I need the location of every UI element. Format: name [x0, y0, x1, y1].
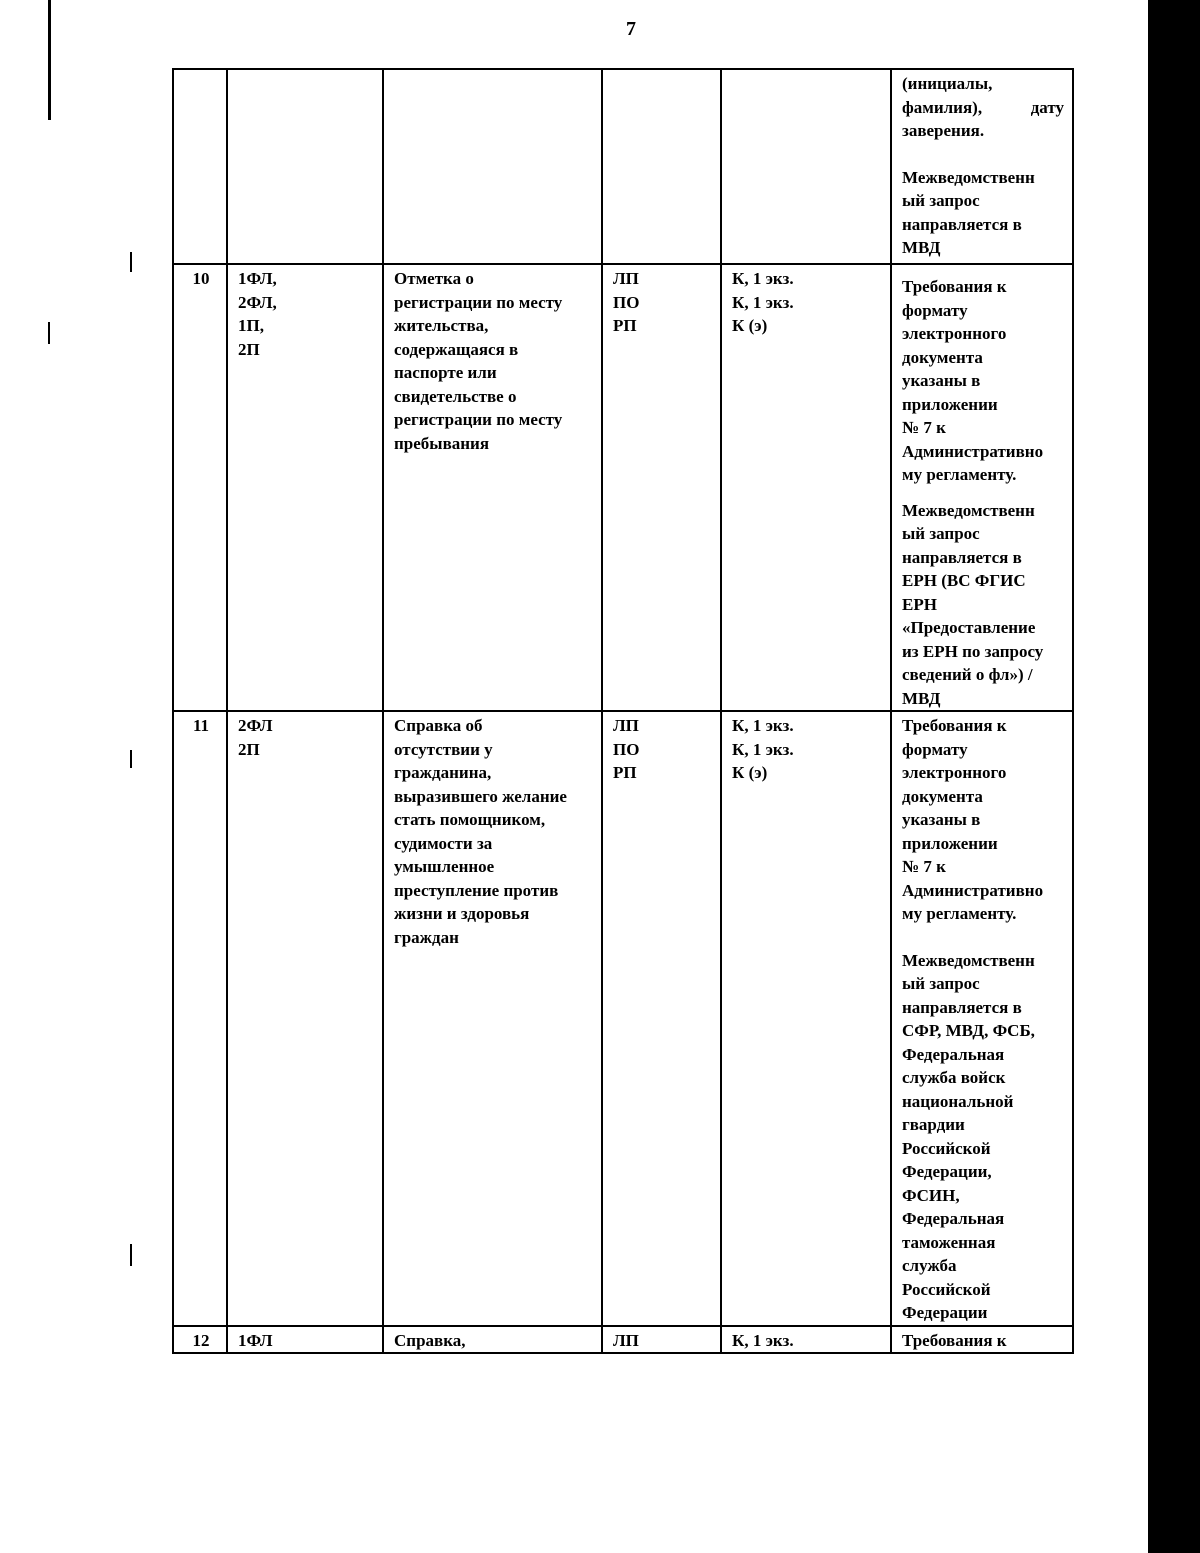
text-line: формату	[902, 300, 968, 320]
text-line: таможенная	[902, 1232, 996, 1252]
text-line: 2П	[238, 339, 260, 359]
note-cell	[891, 69, 1073, 264]
text-line: граждан	[394, 927, 459, 947]
text-line: Межведомственн	[902, 500, 1035, 520]
note-cell	[891, 711, 1073, 1326]
text-line: пребывания	[394, 433, 490, 453]
text-line: СФР, МВД, ФСБ,	[902, 1021, 1035, 1040]
text-line: № 7 к	[902, 418, 946, 437]
text-line: му регламенту.	[902, 904, 1017, 923]
scan-mark	[130, 1244, 132, 1266]
table-row	[173, 1326, 1073, 1354]
text-line: ЛП	[613, 716, 639, 735]
kind-cell	[602, 711, 721, 1326]
text-line: К (э)	[732, 316, 768, 335]
text-line: свидетельстве о	[394, 386, 517, 406]
text-line: 2П	[238, 739, 260, 759]
text-line: Административно	[902, 441, 1044, 461]
table-row	[173, 711, 1073, 1326]
note-word: дату	[1030, 97, 1064, 117]
text-line: Федеральная	[902, 1044, 1005, 1064]
documents-table	[172, 68, 1074, 1354]
text-line: Российской	[902, 1279, 991, 1299]
table-row	[173, 264, 1073, 711]
text-line: «Предоставление	[902, 618, 1036, 637]
text-line: ЕРН (ВС ФГИС	[902, 571, 1026, 590]
interagency-query	[902, 499, 1064, 711]
text-line: служба	[902, 1256, 957, 1275]
kind-cell	[602, 264, 721, 711]
form-cell	[721, 69, 891, 264]
text-line: регистрации по месту	[394, 292, 563, 312]
text-line: Федерации	[902, 1303, 988, 1322]
row-number-cell: 10	[173, 264, 227, 711]
text-line: формату	[902, 739, 968, 759]
note-line	[902, 96, 1064, 120]
text-line: 1ФЛ,	[238, 269, 277, 288]
text-line: сведений о фл») /	[902, 665, 1033, 684]
form-cell	[721, 1326, 891, 1354]
scan-mark	[130, 750, 132, 768]
row-number-cell: 11	[173, 711, 227, 1326]
interagency-query	[902, 949, 1064, 1325]
text-line: отсутствии у	[394, 739, 493, 759]
text-line: ый запрос	[902, 974, 980, 993]
text-line: Отметка о	[394, 269, 474, 288]
document-cell	[383, 711, 602, 1326]
kind-cell	[602, 1326, 721, 1354]
text-line: указаны в	[902, 810, 981, 829]
note-cell	[891, 264, 1073, 711]
text-line: указаны в	[902, 371, 981, 390]
text-line: К (э)	[732, 763, 768, 782]
text-line: К, 1 экз.	[732, 739, 794, 759]
format-requirements	[902, 714, 1064, 926]
row-number-cell: 12	[173, 1326, 227, 1354]
scan-edge-bar	[1148, 0, 1200, 1553]
text-line: ый запрос	[902, 191, 980, 210]
text-line: ЛП	[613, 269, 639, 288]
text-line: гражданина,	[394, 763, 492, 782]
note-line: заверения.	[902, 121, 985, 140]
text-line: Административно	[902, 880, 1044, 900]
interagency-query	[902, 166, 1064, 260]
text-line: РП	[613, 316, 637, 335]
form-cell	[721, 711, 891, 1326]
text-line: электронного	[902, 324, 1007, 343]
text-line: К, 1 экз.	[732, 716, 794, 735]
text-line: му регламенту.	[902, 465, 1017, 484]
table-row	[173, 69, 1073, 264]
text-line: преступление против	[394, 880, 559, 900]
text-line: РП	[613, 763, 637, 782]
text-line: Федеральная	[902, 1209, 1005, 1228]
text-line: № 7 к	[902, 857, 946, 876]
text-line: МВД	[902, 688, 941, 708]
text-line: Требования к	[902, 716, 1007, 735]
text-line: документа	[902, 786, 983, 806]
codes-cell	[227, 1326, 383, 1354]
text-line: ФСИН,	[902, 1185, 960, 1205]
text-line: регистрации по месту	[394, 410, 563, 429]
codes-cell	[227, 69, 383, 264]
text-line: 2ФЛ	[238, 716, 273, 735]
text-line: Федерации,	[902, 1162, 992, 1181]
text-line: приложении	[902, 394, 998, 414]
text-line: жительства,	[394, 316, 489, 335]
form-cell	[721, 264, 891, 711]
document-cell	[383, 69, 602, 264]
text-line: Межведомственн	[902, 167, 1035, 187]
note-cell	[891, 1326, 1073, 1354]
text-line: паспорте или	[394, 363, 497, 382]
text-line: электронного	[902, 763, 1007, 782]
text-line: ПО	[613, 292, 640, 312]
text-line: умышленное	[394, 857, 495, 876]
note-line: (инициалы,	[902, 74, 993, 93]
text-line: приложении	[902, 833, 998, 853]
text-line: К, 1 экз.	[732, 269, 794, 288]
scan-mark	[130, 252, 132, 272]
text-line: гвардии	[902, 1115, 965, 1134]
text-line: 1ФЛ	[238, 1330, 273, 1350]
text-line: ПО	[613, 739, 640, 759]
kind-cell	[602, 69, 721, 264]
text-line: К, 1 экз.	[732, 1330, 794, 1350]
text-line: жизни и здоровья	[394, 904, 530, 923]
text-line: Межведомственн	[902, 950, 1035, 970]
text-line: ЛП	[613, 1330, 639, 1350]
text-line: служба войск	[902, 1068, 1006, 1087]
text-line: стать помощником,	[394, 810, 546, 829]
scan-mark	[48, 322, 50, 344]
text-line: направляется в	[902, 547, 1022, 567]
text-line: выразившего желание	[394, 786, 567, 806]
format-requirements	[902, 275, 1064, 487]
text-line: из ЕРН по запросу	[902, 641, 1044, 661]
text-line: документа	[902, 347, 983, 367]
text-line: 2ФЛ,	[238, 292, 277, 312]
document-cell	[383, 264, 602, 711]
document-cell	[383, 1326, 602, 1354]
text-line: ый запрос	[902, 524, 980, 543]
text-line: Российской	[902, 1138, 991, 1158]
text-line: национальной	[902, 1091, 1014, 1111]
text-line: направляется в	[902, 214, 1022, 234]
text-line: судимости за	[394, 833, 493, 853]
text-line: Требования к	[902, 277, 1007, 296]
note-word: фамилия),	[902, 97, 983, 117]
codes-cell	[227, 711, 383, 1326]
text-line: Справка об	[394, 716, 483, 735]
text-line: ЕРН	[902, 594, 937, 614]
text-line: МВД	[902, 238, 941, 257]
text-line: Справка,	[394, 1330, 466, 1350]
codes-cell	[227, 264, 383, 711]
text-line: К, 1 экз.	[732, 292, 794, 312]
page-number: 7	[626, 18, 636, 40]
text-line: содержащаяся в	[394, 339, 519, 359]
text-line: 1П,	[238, 316, 264, 335]
text-line: направляется в	[902, 997, 1022, 1017]
text-line: Требования к	[902, 1330, 1007, 1350]
row-number-cell	[173, 69, 227, 264]
